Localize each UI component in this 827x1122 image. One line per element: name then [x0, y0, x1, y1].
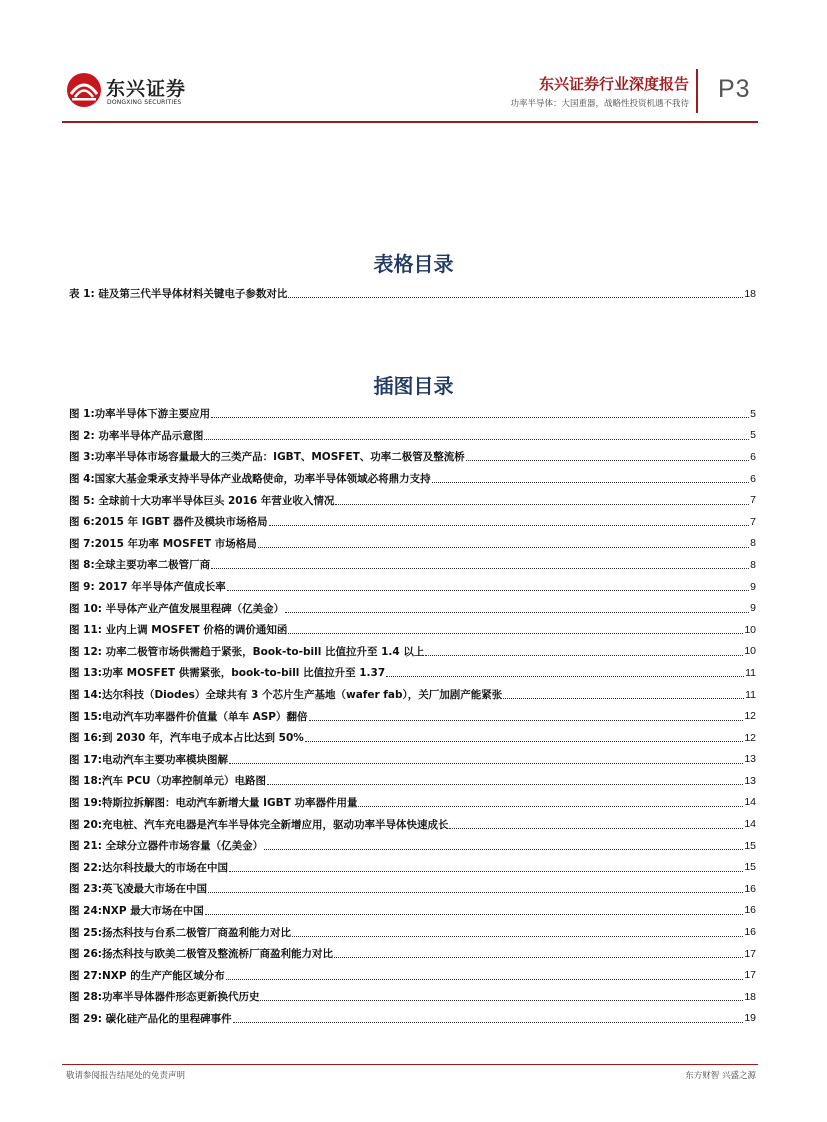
toc-leader-dots — [466, 460, 749, 461]
toc-entry[interactable] — [69, 597, 756, 619]
figures-toc-title: 插图目录 — [373, 374, 454, 398]
toc-entry[interactable] — [69, 468, 756, 490]
report-subtitle: 功率半导体：大国重器，战略性投资机遇不我待 — [510, 99, 689, 109]
toc-entry[interactable] — [69, 878, 756, 900]
toc-entry[interactable] — [69, 1008, 756, 1030]
toc-entry-label: 图 5: 全球前十大功率半导体巨头 2016 年营业收入情况 — [69, 494, 335, 507]
toc-entry-page: 16 — [744, 904, 756, 917]
toc-entry[interactable] — [69, 986, 756, 1008]
toc-entry[interactable] — [69, 813, 756, 835]
toc-leader-dots — [258, 547, 749, 548]
toc-entry-label: 图 4:国家大基金秉承支持半导体产业战略使命，功率半导体领域必将鼎力支持 — [69, 473, 431, 486]
toc-leader-dots — [211, 417, 749, 418]
toc-entry[interactable] — [69, 489, 756, 511]
toc-leader-dots — [285, 612, 749, 613]
toc-entry-label: 图 9: 2017 年半导体产值成长率 — [69, 581, 226, 594]
toc-leader-dots — [260, 1000, 743, 1001]
figures-toc-list — [69, 403, 756, 1029]
toc-leader-dots — [204, 439, 749, 440]
toc-entry[interactable] — [69, 964, 756, 986]
dongxing-logo-icon — [66, 72, 102, 108]
toc-entry-label: 图 14:达尔科技（Diodes）全球共有 3 个芯片生产基地（wafer fab），关厂加剧产能紧张 — [69, 689, 503, 702]
toc-entry-label: 图 2: 功率半导体产品示意图 — [69, 429, 204, 442]
toc-entry-label: 图 22:达尔科技最大的市场在中国 — [69, 861, 228, 874]
toc-entry-label: 图 26:扬杰科技与欧美二极管及整流桥厂商盈利能力对比 — [69, 948, 333, 961]
toc-leader-dots — [425, 655, 743, 656]
toc-leader-dots — [227, 590, 749, 591]
toc-entry-label: 图 12: 功率二极管市场供需趋于紧张，Book-to-bill 比值拉升至 1.4 以上 — [69, 645, 425, 658]
toc-entry-page: 10 — [744, 623, 756, 636]
toc-entry[interactable] — [69, 446, 756, 468]
toc-entry-label: 表 1: 硅及第三代半导体材料关键电子参数对比 — [69, 288, 288, 301]
footer-slogan: 东方财智 兴盛之源 — [685, 1071, 756, 1081]
toc-entry[interactable] — [69, 662, 756, 684]
toc-leader-dots — [288, 297, 743, 298]
toc-leader-dots — [449, 828, 743, 829]
toc-entry-label: 图 29: 碳化硅产品化的里程碑事件 — [69, 1012, 232, 1025]
toc-entry-page: 5 — [750, 429, 756, 442]
toc-entry-page: 14 — [744, 818, 756, 831]
company-logo — [66, 72, 206, 116]
toc-entry-label: 图 8:全球主要功率二极管厂商 — [69, 559, 211, 572]
toc-leader-dots — [305, 741, 744, 742]
toc-entry-label: 图 13:功率 MOSFET 供需紧张，book-to-bill 比值拉升至 1.37 — [69, 667, 386, 680]
toc-leader-dots — [211, 568, 749, 569]
footer-rule — [62, 1064, 758, 1065]
toc-leader-dots — [269, 525, 750, 526]
logo-english-name: DONGXING SECURITIES — [107, 99, 182, 106]
report-title: 东兴证券行业深度报告 — [538, 75, 689, 93]
toc-entry-label: 图 19:特斯拉拆解图：电动汽车新增大量 IGBT 功率器件用量 — [69, 796, 358, 809]
toc-entry-label: 图 27:NXP 的生产产能区域分布 — [69, 969, 225, 982]
toc-entry-label: 图 17:电动汽车主要功率模块图解 — [69, 753, 228, 766]
toc-entry[interactable] — [69, 943, 756, 965]
toc-entry-label: 图 10: 半导体产业产值发展里程碑（亿美金） — [69, 602, 285, 615]
toc-entry[interactable] — [69, 684, 756, 706]
toc-entry-label: 图 24:NXP 最大市场在中国 — [69, 904, 204, 917]
toc-entry-label: 图 23:英飞凌最大市场在中国 — [69, 883, 207, 896]
toc-leader-dots — [264, 849, 743, 850]
toc-entry-page: 18 — [744, 990, 756, 1003]
toc-entry-page: 12 — [744, 731, 756, 744]
toc-leader-dots — [432, 482, 749, 483]
toc-entry-label: 图 15:电动汽车功率器件价值量（单车 ASP）翻倍 — [69, 710, 308, 723]
toc-leader-dots — [309, 720, 744, 721]
toc-entry[interactable] — [69, 425, 756, 447]
toc-entry-label: 图 11: 业内上调 MOSFET 价格的调价通知函 — [69, 624, 288, 637]
toc-entry-page: 12 — [744, 710, 756, 723]
toc-entry-label: 图 18:汽车 PCU（功率控制单元）电路图 — [69, 775, 267, 788]
toc-entry-label: 图 25:扬杰科技与台系二极管厂商盈利能力对比 — [69, 926, 291, 939]
toc-entry-page: 8 — [750, 537, 756, 550]
toc-entry-label: 图 21: 全球分立器件市场容量（亿美金） — [69, 840, 264, 853]
toc-entry-page: 11 — [745, 688, 756, 701]
toc-entry[interactable] — [69, 533, 756, 555]
header-divider — [696, 69, 698, 113]
toc-leader-dots — [233, 1022, 744, 1023]
toc-entry-page: 10 — [744, 645, 756, 658]
toc-entry-label: 图 1:功率半导体下游主要应用 — [69, 408, 211, 421]
toc-leader-dots — [335, 504, 749, 505]
toc-entry[interactable] — [69, 727, 756, 749]
toc-entry-page: 13 — [744, 774, 756, 787]
toc-entry[interactable] — [69, 900, 756, 922]
toc-entry[interactable] — [69, 554, 756, 576]
toc-entry-label: 图 3:功率半导体市场容量最大的三类产品：IGBT、MOSFET、功率二极管及整流桥 — [69, 451, 465, 464]
toc-entry[interactable] — [69, 770, 756, 792]
toc-entry[interactable] — [69, 576, 756, 598]
toc-entry[interactable] — [69, 641, 756, 663]
toc-entry-page: 16 — [744, 882, 756, 895]
toc-entry-page: 5 — [750, 407, 756, 420]
toc-entry[interactable] — [69, 511, 756, 533]
toc-entry-label: 图 20:充电桩、汽车充电器是汽车半导体完全新增应用，驱动功率半导体快速成长 — [69, 818, 449, 831]
toc-entry-page: 9 — [750, 602, 756, 615]
toc-leader-dots — [386, 676, 744, 677]
toc-leader-dots — [358, 806, 743, 807]
toc-leader-dots — [208, 892, 743, 893]
toc-leader-dots — [334, 957, 743, 958]
toc-leader-dots — [267, 784, 743, 785]
toc-entry-page: 11 — [745, 666, 756, 679]
toc-entry-page: 7 — [750, 494, 756, 507]
toc-leader-dots — [292, 936, 743, 937]
toc-entry[interactable] — [69, 749, 756, 771]
toc-entry[interactable] — [69, 921, 756, 943]
toc-entry-page: 16 — [744, 926, 756, 939]
toc-leader-dots — [229, 763, 743, 764]
tables-toc-list — [69, 283, 756, 305]
toc-entry-page: 7 — [750, 515, 756, 528]
toc-entry-page: 13 — [744, 753, 756, 766]
header-rule — [62, 121, 758, 123]
toc-entry-page: 17 — [744, 947, 756, 960]
toc-entry-page: 9 — [750, 580, 756, 593]
toc-entry[interactable] — [69, 283, 756, 305]
toc-entry[interactable] — [69, 792, 756, 814]
toc-entry-label: 图 16:到 2030 年，汽车电子成本占比达到 50% — [69, 732, 304, 745]
toc-entry-label: 图 6:2015 年 IGBT 器件及模块市场格局 — [69, 516, 268, 529]
toc-entry[interactable] — [69, 835, 756, 857]
toc-entry-page: 8 — [750, 558, 756, 571]
footer-disclaimer: 敬请参阅报告结尾处的免责声明 — [66, 1071, 186, 1081]
toc-entry-page: 14 — [744, 796, 756, 809]
toc-entry-page: 6 — [750, 472, 756, 485]
toc-leader-dots — [288, 633, 743, 634]
toc-entry-label: 图 28:功率半导体器件形态更新换代历史 — [69, 991, 260, 1004]
toc-leader-dots — [229, 871, 743, 872]
tables-toc-title: 表格目录 — [373, 252, 454, 276]
toc-leader-dots — [503, 698, 744, 699]
toc-entry-page: 17 — [744, 969, 756, 982]
toc-leader-dots — [226, 979, 744, 980]
toc-leader-dots — [205, 914, 744, 915]
toc-entry[interactable] — [69, 403, 756, 425]
toc-entry-page: 19 — [744, 1012, 756, 1025]
toc-entry[interactable] — [69, 705, 756, 727]
toc-entry-label: 图 7:2015 年功率 MOSFET 市场格局 — [69, 537, 257, 550]
toc-entry[interactable] — [69, 619, 756, 641]
logo-chinese-name: 东兴证券 — [106, 78, 187, 100]
toc-entry-page: 18 — [744, 287, 756, 300]
toc-entry[interactable] — [69, 856, 756, 878]
toc-entry-page: 6 — [750, 450, 756, 463]
toc-entry-page: 15 — [744, 839, 756, 852]
page-number: P3 — [718, 75, 751, 103]
toc-entry-page: 15 — [744, 861, 756, 874]
